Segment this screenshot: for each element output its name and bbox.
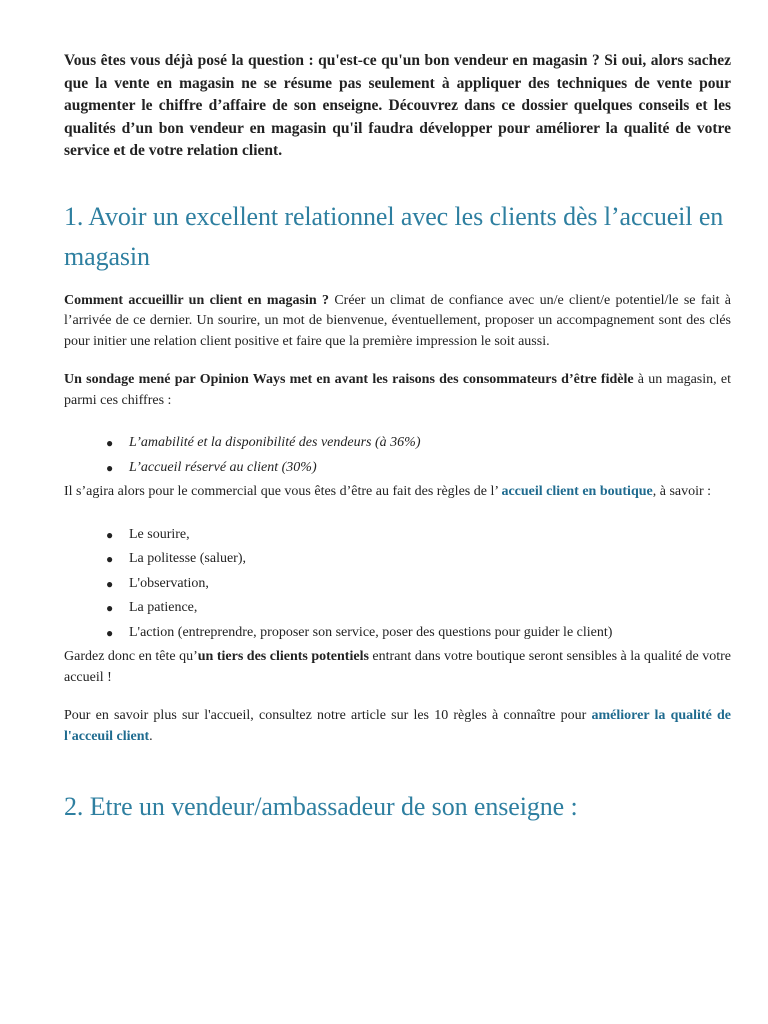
list-item: ● La politesse (saluer), [64, 547, 731, 572]
accueil-paragraph [64, 291, 731, 353]
intro-paragraph: Vous êtes vous déjà posé la question : qu'est-ce qu'un bon vendeur en magasin ? Si oui, alors sachez que la vente en magasin ne se résume pas seulement à appliquer des techniques de vente pour augmenter le chiffre d’affaire de son enseigne. Découvrez dans ce dossier quelques conseils et les qualités d’un bon vendeur en magasin qu'il faudra développer pour améliorer la qualité de votre service et de votre relation client. [64, 52, 731, 159]
sondage-bold: Un sondage mené par Opinion Ways met en avant les raisons des consommateurs d’être fidèle [64, 372, 634, 387]
bullet-icon: ● [106, 576, 114, 591]
sondage-paragraph [64, 370, 731, 411]
accueil-text: Créer un climat de confiance avec un/e client/e potentiel/le se fait à l’arrivée de ce dernier. Un sourire, un mot de bienvenue, éventuellement, proposer un accompagnement sont des clés pour initier une relation client positive et faire que la première impression le soit aussi. [64, 292, 732, 349]
bullet-icon: ● [106, 460, 114, 475]
tiers-paragraph: Gardez donc en tête qu’un tiers des clients potentiels entrant dans votre boutique seront sensibles à la qualité de votre accueil ! [64, 649, 731, 685]
list-item: ● L'action (entreprendre, proposer son service, poser des questions pour guider le client) [64, 621, 731, 646]
savoir-paragraph: Pour en savoir plus sur l'accueil, consultez notre article sur les 10 règles à connaître pour améliorer la qualité de l'acceuil client. [64, 708, 731, 744]
bullet-icon: ● [106, 436, 114, 450]
accueil-client-boutique-link[interactable]: accueil client en boutique [501, 484, 653, 499]
section-1-heading: 1. Avoir un excellent relationnel avec les clients dès l’accueil en magasin [64, 201, 724, 271]
bullet-icon: ● [106, 527, 114, 542]
section-2-heading: 2. Etre un vendeur/ambassadeur de son enseigne : [64, 792, 578, 821]
bullet-icon: ● [106, 552, 114, 566]
sondage-text: à un magasin, et parmi ces chiffres : [64, 372, 731, 408]
rules-list [64, 523, 731, 646]
bullet-icon: ● [106, 625, 114, 640]
tiers-bold: un tiers des clients potentiels [197, 649, 369, 664]
stats-list [64, 431, 731, 480]
ameliorer-accueil-link[interactable]: améliorer la qualité de l'acceuil client [64, 708, 731, 744]
bullet-icon: ● [106, 601, 114, 615]
list-item: ● La patience, [64, 596, 731, 621]
list-item: ● Le sourire, [64, 523, 731, 548]
accueil-question: Comment accueillir un client en magasin ? [64, 292, 329, 308]
list-item: ● L’accueil réservé au client (30%) [64, 456, 731, 481]
regles-paragraph: Il s’agira alors pour le commercial que vous êtes d’être au fait des règles de l’ accueil client en boutique, à savoir : [64, 484, 712, 499]
list-item: ● L’amabilité et la disponibilité des vendeurs (à 36%) [64, 431, 731, 456]
list-item: ● L'observation, [64, 572, 731, 597]
